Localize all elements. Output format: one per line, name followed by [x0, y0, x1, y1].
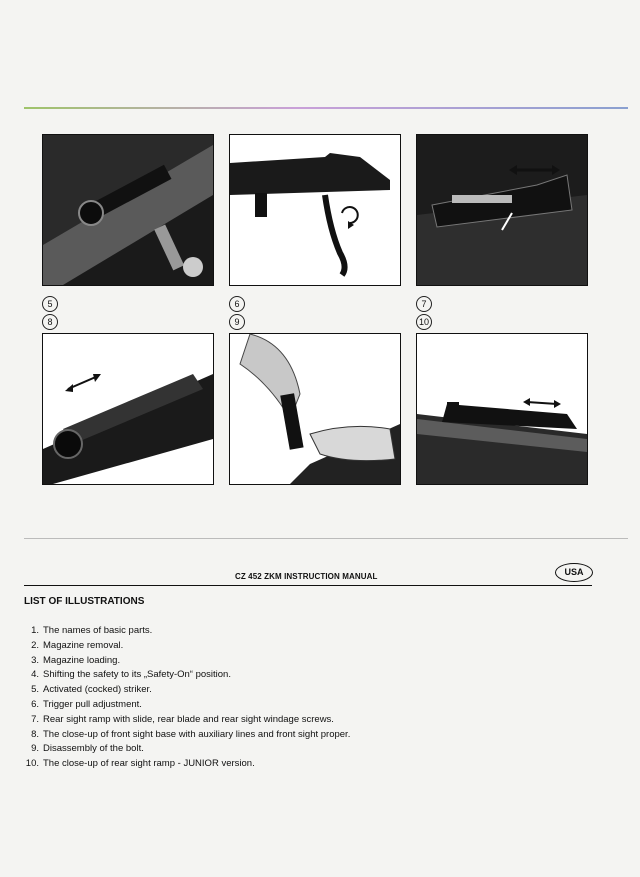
figure-10-photo: [416, 333, 588, 485]
circled-number-9-icon: 9: [229, 314, 245, 330]
manual-title: CZ 452 ZKM INSTRUCTION MANUAL: [235, 572, 378, 581]
list-item: 9. Disassembly of the bolt.: [31, 743, 144, 755]
figure-9-photo: [229, 333, 401, 485]
list-item: 5. Activated (cocked) striker.: [31, 684, 152, 696]
list-heading: LIST OF ILLUSTRATIONS: [24, 596, 145, 607]
striker-illustration: [43, 135, 213, 285]
illustration-list: [24, 624, 350, 772]
figure-5-photo: [42, 134, 214, 286]
circled-number-7-icon: 7: [416, 296, 432, 312]
list-item: 10. The close-up of rear sight ramp - JUNIOR version.: [25, 758, 255, 770]
rear-sight-illustration: [417, 135, 587, 285]
top-divider-line: [24, 107, 628, 109]
circled-number-6-icon: 6: [229, 296, 245, 312]
figure-8-photo: [42, 333, 214, 485]
bolt-disassembly-illustration: [230, 334, 400, 484]
circled-number-8-icon: 8: [42, 314, 58, 330]
usa-badge: USA: [555, 563, 593, 582]
junior-rear-sight-illustration: [417, 334, 587, 484]
circled-number-10-icon: 10: [416, 314, 432, 330]
figure-6-photo: [229, 134, 401, 286]
list-item: 4. Shifting the safety to its „Safety-On“ position.: [31, 669, 231, 681]
trigger-illustration: [230, 135, 400, 285]
list-item: 1. The names of basic parts.: [31, 625, 153, 636]
middle-divider-line: [24, 538, 628, 539]
list-item: 7. Rear sight ramp with slide, rear blade and rear sight windage screws.: [31, 713, 334, 725]
front-sight-illustration: [43, 334, 213, 484]
figure-7-photo: [416, 134, 588, 286]
list-item: 6. Trigger pull adjustment.: [31, 698, 142, 710]
list-item: 8. The close-up of front sight base with auxiliary lines and front sight proper.: [31, 728, 351, 740]
list-item: 3. Magazine loading.: [31, 654, 121, 666]
circled-number-5-icon: 5: [42, 296, 58, 312]
header-rule: [24, 585, 592, 586]
list-item: 2. Magazine removal.: [31, 639, 124, 651]
